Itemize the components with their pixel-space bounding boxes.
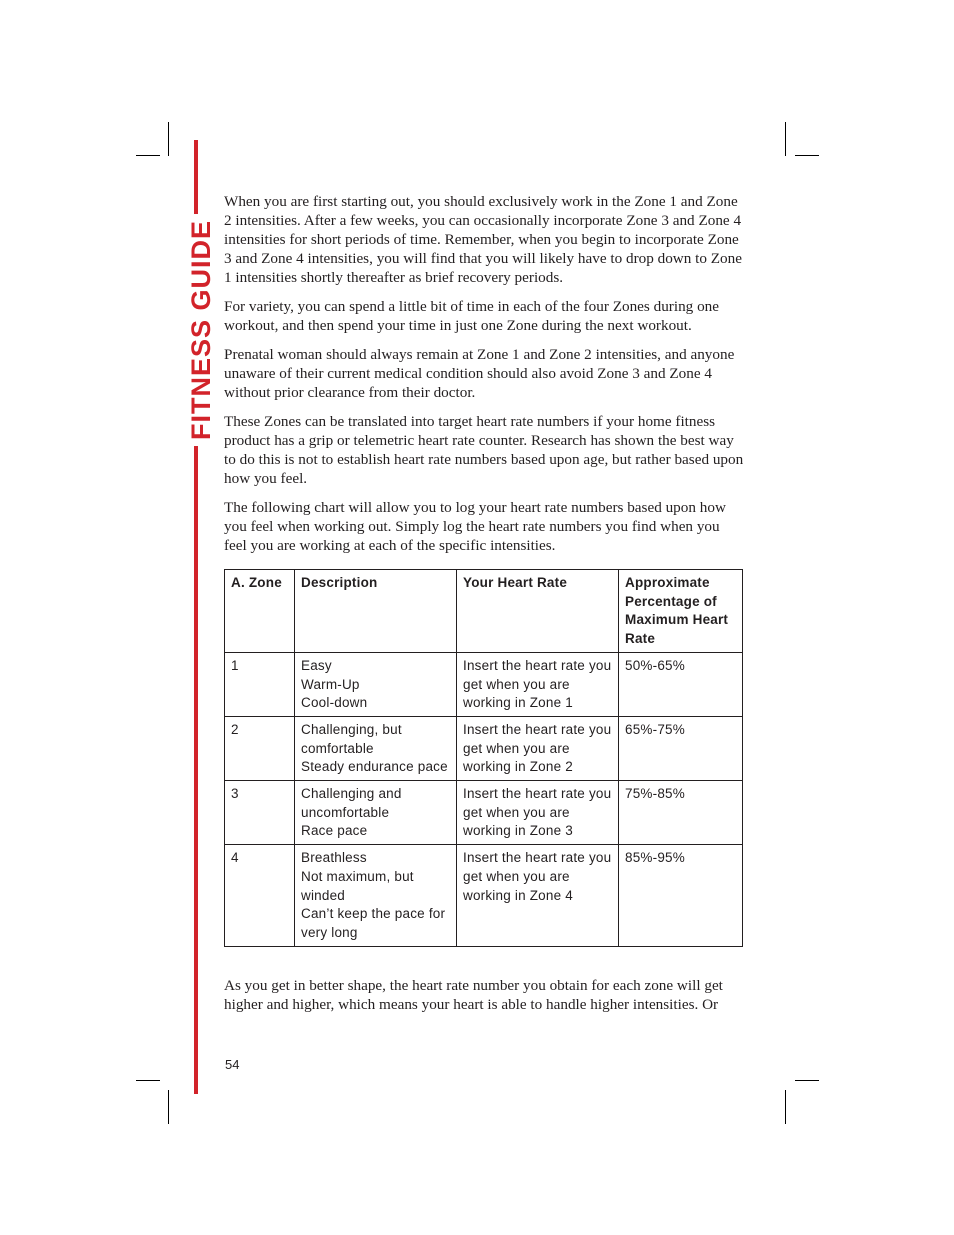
zone-cell: 1	[225, 652, 295, 716]
paragraph: When you are first starting out, you should exclusively work in the Zone 1 and Zone 2 intensities. After a few weeks, you can occasionally incorporate Zone 3 and Zone 4 intensities for short periods of time. Remember, when you begin to incorporate Zone 3 and Zone 4 intensities, you will find that you will likely have to drop down to Zone 1 intensities shortly thereafter as brief recovery periods.	[224, 193, 742, 286]
table-row	[225, 845, 743, 947]
table-row	[225, 652, 743, 716]
zone-cell: 3	[225, 781, 295, 845]
heart-rate-cell: Insert the heart rate you get when you are working in Zone 3	[457, 781, 619, 845]
heart-rate-cell: Insert the heart rate you get when you are working in Zone 1	[457, 652, 619, 716]
side-section-title: FITNESS GUIDE	[187, 214, 215, 446]
crop-mark	[168, 1090, 169, 1124]
table-header-row	[225, 570, 743, 653]
header-percentage: Approximate Percentage of Maximum Heart Rate	[619, 570, 743, 653]
crop-mark	[785, 122, 786, 156]
description-line: Challenging, but comfortable	[301, 721, 402, 756]
description-cell	[295, 652, 457, 716]
description-line: Can’t keep the pace for very long	[301, 906, 446, 940]
description-line: Easy	[301, 657, 332, 673]
paragraph: The following chart will allow you to log your heart rate numbers based upon how you feel when working out. Simply log the heart rate numbers you find when you feel you are working at each of the specific intensities.	[224, 499, 726, 554]
percentage-cell: 50%-65%	[619, 652, 743, 716]
paragraph: Prenatal woman should always remain at Zone 1 and Zone 2 intensities, and anyone unaware of their current medical condition should also avoid Zone 3 and Zone 4 without prior clearance from their doctor.	[224, 346, 735, 401]
heart-rate-cell: Insert the heart rate you get when you are working in Zone 4	[457, 845, 619, 947]
heart-rate-zone-table	[224, 569, 743, 947]
paragraph: For variety, you can spend a little bit of time in each of the four Zones during one workout, and then spend your time in just one Zone during the next workout.	[224, 298, 720, 334]
heart-rate-cell: Insert the heart rate you get when you are working in Zone 2	[457, 716, 619, 780]
table-row	[225, 716, 743, 780]
description-line: Not maximum, but winded	[301, 868, 414, 903]
paragraph: These Zones can be translated into target heart rate numbers if your home fitness product has a grip or telemetric heart rate counter. Research has shown the best way to do this is not to establish heart rate numbers based upon age, but rather based upon how you feel.	[224, 413, 744, 487]
description-cell	[295, 716, 457, 780]
description-line: Warm-Up	[301, 676, 360, 692]
description-line: Steady endurance pace	[301, 759, 448, 775]
body-text	[224, 192, 746, 565]
description-line: Race pace	[301, 823, 368, 839]
crop-mark	[795, 1080, 819, 1081]
crop-mark	[136, 155, 160, 156]
table-row	[225, 781, 743, 845]
crop-mark	[168, 122, 169, 156]
header-heart-rate: Your Heart Rate	[457, 570, 619, 653]
description-line: Challenging and uncomfortable	[301, 786, 402, 820]
description-cell	[295, 845, 457, 947]
header-zone: A. Zone	[225, 570, 295, 653]
description-line: Breathless	[301, 850, 367, 866]
percentage-cell: 85%-95%	[619, 845, 743, 947]
description-line: Cool-down	[301, 695, 368, 711]
crop-mark	[136, 1080, 160, 1081]
zone-cell: 4	[225, 845, 295, 947]
description-cell	[295, 781, 457, 845]
page-number: 54	[225, 1057, 240, 1072]
header-description: Description	[295, 570, 457, 653]
paragraph: As you get in better shape, the heart rate number you obtain for each zone will get higher and higher, which means your heart is able to handle higher intensities. Or	[224, 977, 723, 1013]
percentage-cell: 75%-85%	[619, 781, 743, 845]
zone-cell: 2	[225, 716, 295, 780]
crop-mark	[785, 1090, 786, 1124]
crop-mark	[795, 155, 819, 156]
percentage-cell: 65%-75%	[619, 716, 743, 780]
